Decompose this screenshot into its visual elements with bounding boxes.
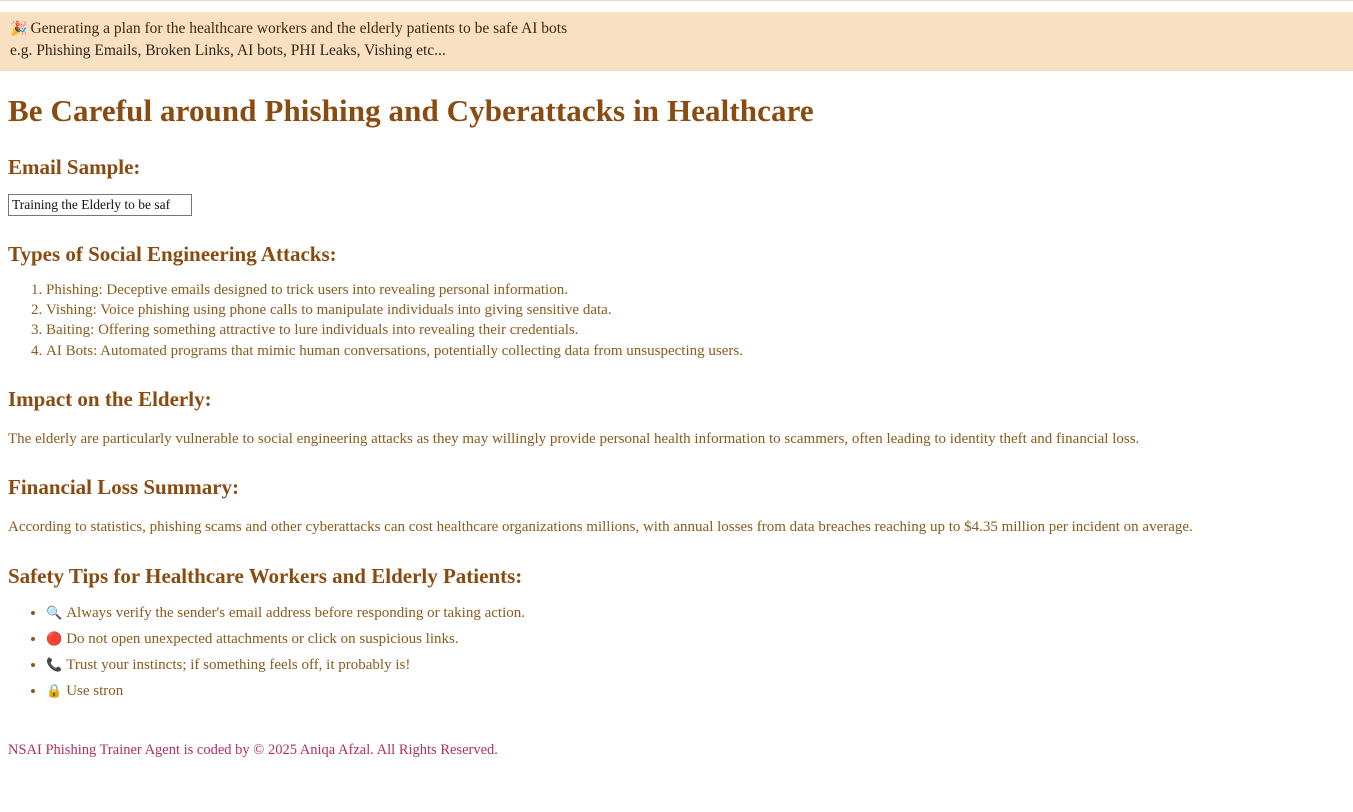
list-item-text: Do not open unexpected attachments or click on suspicious links.: [66, 630, 459, 647]
email-sample-heading: Email Sample:: [8, 154, 141, 179]
status-banner-line-1: [10, 18, 1343, 40]
list-item: 1. Phishing: Deceptive emails designed to trick users into revealing personal information.: [46, 281, 1353, 300]
list-item-text: Trust your instincts; if something feels off, it probably is!: [66, 657, 411, 674]
list-item: [46, 655, 1353, 675]
magnifier-icon: 🔍: [46, 605, 63, 621]
top-divider: [0, 0, 1353, 1]
list-item: [46, 629, 1353, 649]
page-title: Be Careful around Phishing and Cyberattacks in Healthcare: [8, 92, 814, 128]
impact-paragraph: The elderly are particularly vulnerable to social engineering attacks as they may willingly provide personal health information to scammers, often leading to identity theft and financial loss.: [8, 430, 1140, 447]
page-content: [0, 12, 1353, 759]
list-item: 4. AI Bots: Automated programs that mimic human conversations, potentially collecting data from unsuspecting users.: [46, 342, 1353, 361]
red-circle-icon: 🔴: [46, 631, 63, 647]
financial-loss-heading: Financial Loss Summary:: [8, 475, 240, 500]
party-popper-icon: 🎉: [10, 21, 28, 37]
email-sample-input[interactable]: [8, 194, 192, 216]
footer-copyright: NSAI Phishing Trainer Agent is coded by © 2025 Aniqa Afzal. All Rights Reserved.: [8, 741, 498, 758]
attack-types-heading: Types of Social Engineering Attacks:: [8, 241, 337, 266]
telephone-icon: 📞: [46, 658, 63, 674]
list-item: 3. Baiting: Offering something attractive to lure individuals into revealing their credentials.: [46, 321, 1353, 340]
list-item: 2. Vishing: Voice phishing using phone calls to manipulate individuals into giving sensitive data.: [46, 301, 1353, 320]
list-item: [46, 681, 1353, 701]
impact-heading: Impact on the Elderly:: [8, 386, 212, 411]
email-sample-field-wrap: [8, 194, 1353, 216]
lock-icon: 🔒: [46, 684, 63, 700]
safety-tips-heading: Safety Tips for Healthcare Workers and Elderly Patients:: [8, 563, 523, 588]
status-banner-text: Generating a plan for the healthcare workers and the elderly patients to be safe AI bots: [30, 20, 568, 37]
attack-types-list: [0, 281, 1353, 361]
list-item: [46, 603, 1353, 623]
status-banner: [0, 12, 1353, 71]
list-item-text: Always verify the sender's email address before responding or taking action.: [66, 604, 525, 621]
list-item-text: Use stron: [66, 683, 124, 700]
financial-loss-paragraph: According to statistics, phishing scams and other cyberattacks can cost healthcare organizations millions, with annual losses from data breaches reaching up to $4.35 million per incident on average.: [8, 519, 1193, 536]
status-banner-line-2: e.g. Phishing Emails, Broken Links, AI bots, PHI Leaks, Vishing etc...: [10, 42, 446, 60]
safety-tips-list: [0, 603, 1353, 702]
